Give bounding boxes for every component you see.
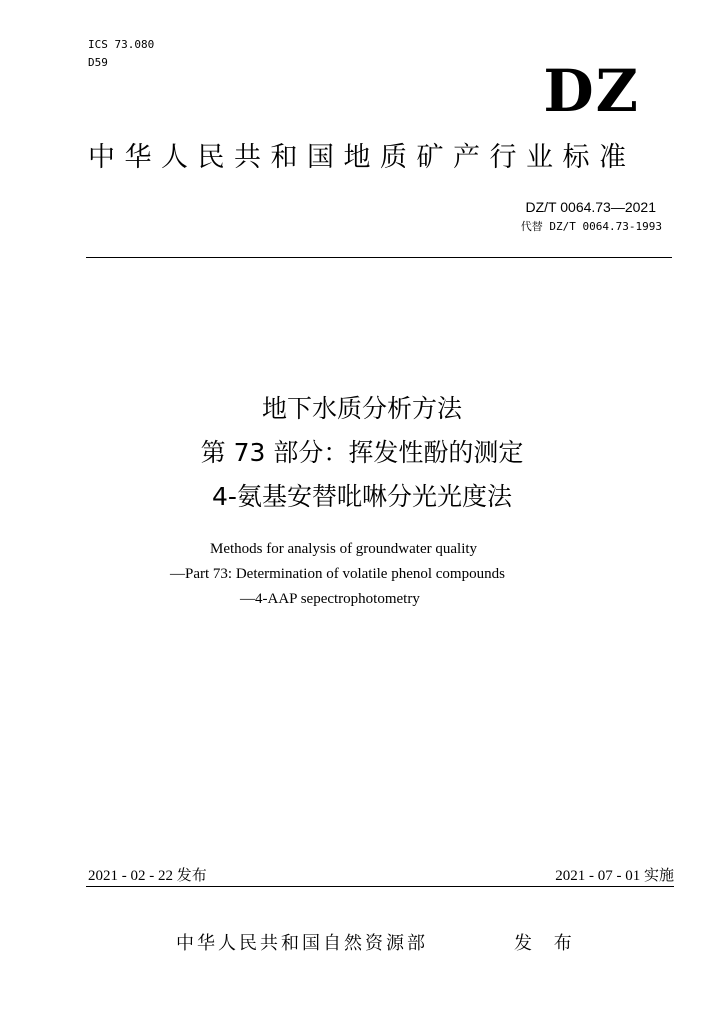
header-divider bbox=[86, 257, 672, 258]
implementation-date: 2021 - 07 - 01 实施 bbox=[555, 868, 674, 884]
replaces-standard: 代替 DZ/T 0064.73-1993 bbox=[520, 220, 662, 233]
document-title-cn-line3: 4-氨基安替吡啉分光光度法 bbox=[212, 482, 512, 511]
document-title-cn-line1: 地下水质分析方法 bbox=[261, 394, 462, 423]
dz-logo: DZ bbox=[543, 57, 640, 125]
issue-date: 2021 - 02 - 22 发布 bbox=[88, 868, 207, 884]
document-title-en-line3: —4-AAP sepectrophotometry bbox=[240, 591, 420, 607]
standard-number: DZ/T 0064.73—2021 bbox=[525, 199, 656, 215]
footer-divider bbox=[86, 886, 674, 887]
document-title-cn-line2: 第 73 部分：挥发性酚的测定 bbox=[200, 438, 524, 467]
ccs-code: D59 bbox=[88, 56, 108, 69]
document-title-en-line1: Methods for analysis of groundwater quality bbox=[210, 541, 478, 557]
ics-code: ICS 73.080 bbox=[88, 38, 155, 51]
standard-category-title: 中华人民共和国地质矿产行业标准 bbox=[88, 142, 636, 173]
document-title-en-line2: —Part 73: Determination of volatile phenol compounds bbox=[170, 566, 505, 582]
publish-label: 发 布 bbox=[514, 933, 580, 954]
publisher-name: 中华人民共和国自然资源部 bbox=[176, 933, 428, 954]
